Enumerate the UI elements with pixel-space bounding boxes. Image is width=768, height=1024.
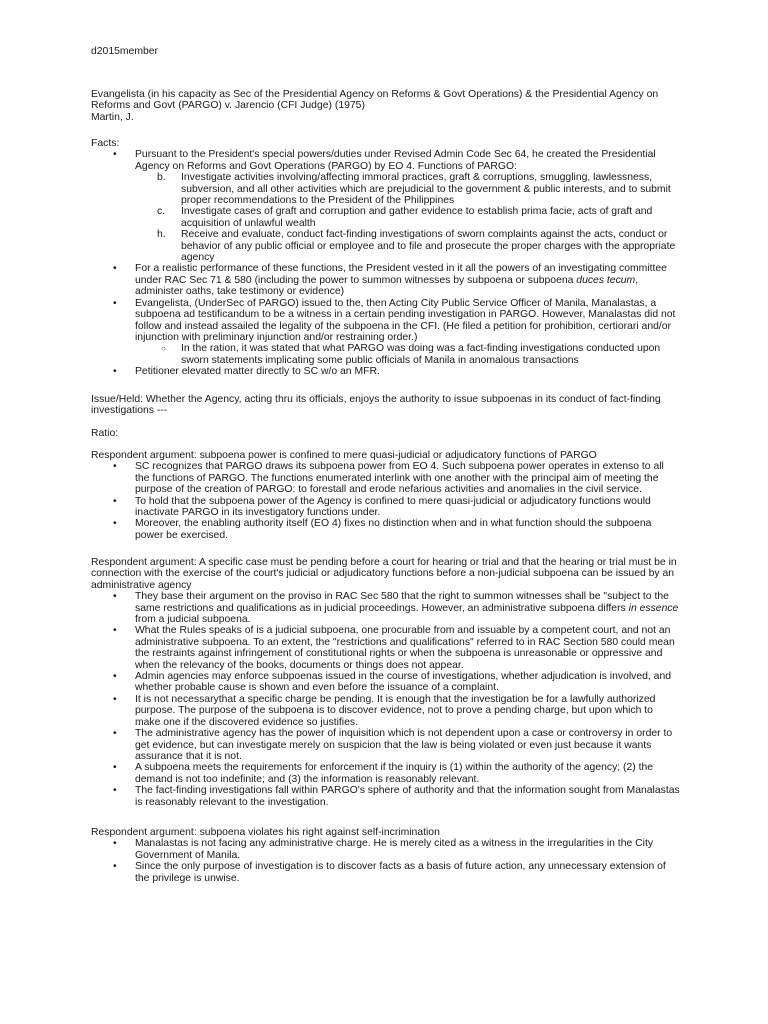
- bullet-icon: •: [113, 762, 117, 774]
- function-text: Investigate activities involving/affecting immoral practices, graft & corruptions, smuggling, lawlessness, subversion, and all other activities which are prejudicial to the government & public interests, and to submit proper recommendations to the President of the Philippines: [181, 172, 671, 207]
- argument-point: The administrative agency has the power of inquisition which is not dependent upon a case or controversy in order to get evidence, but can investigate merely on suspicion that the law is being violated or even just because it wants assurance that it is not.: [135, 728, 673, 762]
- list-item: [91, 625, 681, 671]
- list-item: [91, 728, 681, 762]
- argument-list: [91, 838, 681, 884]
- argument-point: Since the only purpose of investigation is to discover facts as a basis of future action, any unnecessary extension of the privilege is unwise.: [135, 861, 666, 884]
- bullet-icon: •: [113, 838, 117, 850]
- bullet-icon: •: [113, 625, 117, 637]
- document-id: d2015member: [91, 46, 159, 57]
- list-marker: b.: [157, 172, 166, 184]
- bullet-icon: •: [113, 591, 117, 603]
- argument-1-section: [91, 450, 681, 541]
- bullet-icon: •: [113, 297, 117, 309]
- list-item: [135, 343, 681, 366]
- argument-point: Manalastas is not facing any administrative charge. He is merely cited as a witness in the irregularities in the City Government of Manila.: [135, 838, 654, 861]
- list-item: [91, 762, 681, 785]
- argument-point: Admin agencies may enforce subpoenas issued in the course of investigations, whether adjudication is involved, and whether probable cause is shown and even before the issuance of a complaint.: [135, 671, 672, 694]
- bullet-icon: •: [113, 366, 117, 378]
- fact-text: Pursuant to the President's special powers/duties under Revised Admin Code Sec 64, he created the Presidential Agency on Reforms and Govt Operations (PARGO) by EO 4. Functions of PARGO:: [135, 149, 656, 172]
- list-item: [135, 172, 681, 206]
- argument-list: [91, 591, 681, 808]
- fact-text: Evangelista, (UnderSec of PARGO) issued to the, then Acting City Public Service Officer of Manila, Manalastas, a subpoena ad testificandum to be a witness in a certain pending investigation in PARGO. However, Manalastas did not follow and instead assailed the legality of the subpoena in the CFI. (He filed a petition for prohibition, certiorari and/or injunction with preliminary injunction and/or restraining order.): [135, 297, 676, 343]
- function-text: Receive and evaluate, conduct fact-finding investigations of sworn complaints against the acts, conduct or behavior of any public official or employee and to file and prosecute the proper charges with the appropriate agency: [181, 229, 676, 264]
- argument-3-section: [91, 827, 681, 884]
- issue-text: Issue/Held: Whether the Agency, acting thru its officials, enjoys the authority to issue subpoenas in its conduct of fact-finding investigations ---: [91, 394, 661, 417]
- case-title-block: [91, 89, 681, 123]
- case-title: Evangelista (in his capacity as Sec of the Presidential Agency on Reforms & Govt Operations) & the Presidential Agency on Reforms and Govt (PARGO) v. Jarencio (CFI Judge) (1975): [91, 89, 659, 112]
- argument-point: from a judicial subpoena.: [135, 614, 251, 626]
- argument-list: [91, 461, 681, 541]
- list-item: [91, 518, 681, 541]
- sub-bullet-list: [135, 343, 681, 366]
- list-item: [91, 496, 681, 519]
- bullet-icon: •: [113, 461, 117, 473]
- list-item: [91, 366, 681, 377]
- ratio-label: Ratio:: [91, 427, 119, 439]
- argument-point: They base their argument on the proviso in RAC Sec 580 that the right to summon witnesses shall be "subject to the same restrictions and qualifications as in judicial proceedings. However, an administrative subpoena differs: [135, 591, 669, 614]
- bullet-icon: •: [113, 693, 117, 705]
- argument-point: What the Rules speaks of is a judicial subpoena, one procurable from and issuable by a competent court, and not an administrative subpoena. To an extent, the "restrictions and qualifications" referred to in RAC Section 580 could mean the restraints against infringement of constitutional rights or when the subpoena is unreasonable or oppressive and when the relevancy of the books, documents or things does not appear.: [135, 625, 675, 671]
- bullet-icon: •: [113, 671, 117, 683]
- argument-point: A subpoena meets the requirements for enforcement if the inquiry is (1) within the authority of the agency; (2) the demand is not too indefinite; and (3) the information is reasonably relevant.: [135, 762, 654, 785]
- list-item: [91, 694, 681, 728]
- circle-bullet-icon: ○: [161, 344, 166, 354]
- list-item: [91, 149, 681, 263]
- list-item: [91, 461, 681, 495]
- argument-point: To hold that the subpoena power of the Agency is confined to mere quasi-judicial or adjudicatory functions would inactivate PARGO in its investigatory functions under.: [135, 495, 651, 519]
- facts-label: Facts:: [91, 138, 120, 149]
- list-item: [91, 671, 681, 694]
- list-item: [91, 591, 681, 625]
- fact-text: For a realistic performance of these functions, the President vested in it all the powers of an investigating committee under RAC Sec 71 & 580 (including the power to summon witnesses by subpoena or subpoena: [135, 263, 667, 286]
- argument-point: The fact-finding investigations fall within PARGO's sphere of authority and that the information sought from Manalastas is reasonably relevant to the investigation.: [135, 785, 680, 808]
- list-item: [91, 838, 681, 861]
- list-marker: c.: [157, 206, 166, 218]
- fact-text: Petitioner elevated matter directly to SC w/o an MFR.: [135, 366, 380, 378]
- list-item: [91, 861, 681, 884]
- page-header: [91, 46, 681, 57]
- bullet-icon: •: [113, 263, 117, 275]
- fact-text: , administer oaths, take testimony or evidence): [135, 274, 639, 298]
- bullet-icon: •: [113, 785, 117, 797]
- argument-point: Moreover, the enabling authority itself (EO 4) fixes no distinction when and in what function should the subpoena power be exercised.: [135, 518, 652, 541]
- bullet-icon: •: [113, 861, 117, 873]
- list-item: [135, 206, 681, 229]
- list-item: [91, 298, 681, 366]
- list-item: [91, 263, 681, 297]
- functions-list: [135, 172, 681, 263]
- facts-section: [91, 138, 681, 378]
- bullet-icon: •: [113, 728, 117, 740]
- issue-section: [91, 394, 681, 439]
- argument-point: SC recognizes that PARGO draws its subpoena power from EO 4. Such subpoena power operates in extenso to all the functions of PARGO. The functions enumerated interlink with one another with the principal aim of meeting the purpose of the creation of PARGO: to forestall and erode nefarious activities and anomalies in the civil service.: [135, 461, 664, 496]
- list-item: [135, 229, 681, 263]
- function-text: Investigate cases of graft and corruption and gather evidence to establish prima facie, acts of graft and acquisition of unlawful wealth: [181, 206, 653, 229]
- argument-heading: Respondent argument: A specific case must be pending before a court for hearing or trial and that the hearing or trial must be in connection with the exercise of the court's judicial or adjudicatory functions before a non-judicial subpoena can be issued by an administrative agency: [91, 557, 677, 591]
- fact-emphasis: duces tecum: [576, 274, 636, 286]
- fact-text: In the ration, it was stated that what PARGO was doing was a fact-finding investigations conducted upon sworn statements implicating some public officials of Manila in anomalous transactions: [181, 343, 661, 366]
- argument-heading: Respondent argument: subpoena power is confined to mere quasi-judicial or adjudicatory functions of PARGO: [91, 450, 597, 461]
- bullet-icon: •: [113, 518, 117, 530]
- argument-heading: Respondent argument: subpoena violates his right against self-incrimination: [91, 827, 440, 838]
- bullet-icon: •: [113, 149, 117, 161]
- argument-point: It is not necessarythat a specific charge be pending. It is enough that the investigation be for a lawfully authorized purpose. The purpose of the subpoena is to discover evidence, not to prove a pending charge, but upon which to make one if the discovered evidence so justifies.: [135, 693, 656, 728]
- list-item: [91, 785, 681, 808]
- argument-2-section: [91, 557, 681, 808]
- argument-emphasis: in essence: [628, 602, 679, 614]
- facts-list: [91, 149, 681, 377]
- bullet-icon: •: [113, 495, 117, 507]
- case-author: Martin, J.: [91, 111, 134, 123]
- list-marker: h.: [157, 229, 166, 241]
